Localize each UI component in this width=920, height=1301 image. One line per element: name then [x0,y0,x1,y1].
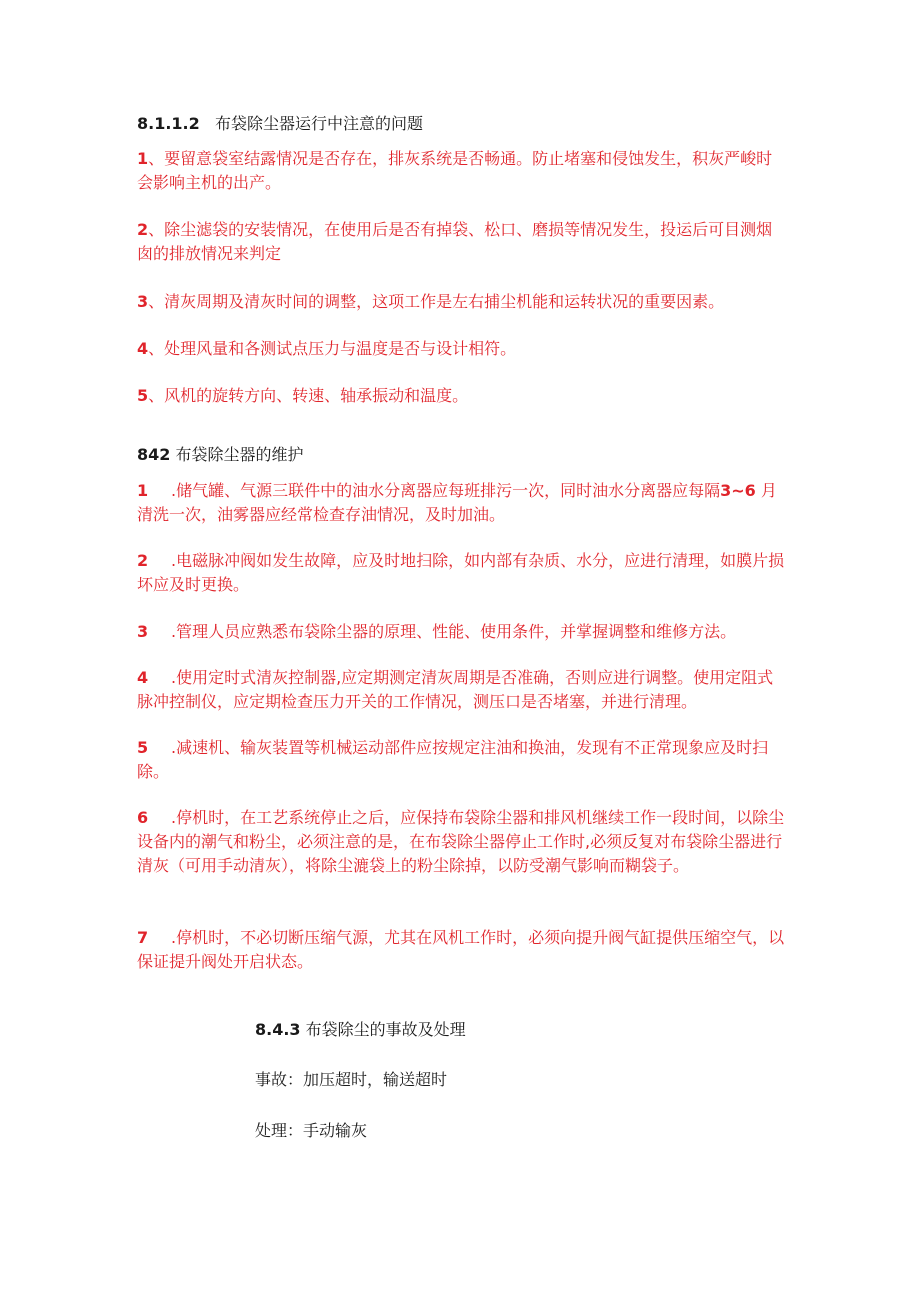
section-1-title: 布袋除尘器运行中注意的问题 [215,114,424,133]
section-1-heading [137,112,787,136]
section-2-item-6: 6 .停机时，在工艺系统停止之后，应保持布袋除尘器和排风机继续工作一段时间，以除尘设备内的潮气和粉尘，必须注意的是，在布袋除尘器停止工作时,必须反复对布袋除尘器进行清灰（可用手动清灰），将除尘漉袋上的粉尘除掉，以防受潮气影响而糊袋子。 [137,808,785,875]
section-2-item-7: 7 .停机时，不必切断压缩气源，尤其在风机工作时，必须向提升阀气缸提供压缩空气，以保证提升阀处开启状态。 [137,928,785,971]
handling-line: 处理：手动输灰 [255,1121,368,1140]
section-2-item-1: 1 .储气罐、气源三联件中的油水分离器应每班排污一次，同时油水分离器应每隔3~6 月清洗一次，油雾器应经常检查存油情况，及时加油。 [137,481,777,524]
section-2-number: 842 [137,445,171,464]
section-2-heading [137,443,787,467]
section-2-item-3: 3 .管理人员应熟悉布袋除尘器的原理、性能、使用条件，并掌握调整和维修方法。 [137,622,737,641]
section-2-title: 布袋除尘器的维护 [175,445,304,464]
section-1-item-4: 4、处理风量和各测试点压力与温度是否与设计相符。 [137,339,517,358]
section-1-item-3: 3、清灰周期及清灰时间的调整，这项工作是左右捕尘机能和运转状况的重要因素。 [137,292,725,311]
section-3-title: 布袋除尘的事故及处理 [305,1020,466,1039]
section-2-item-5: 5 .减速机、输灰装置等机械运动部件应按规定注油和换油，发现有不正常现象应及时扫除。 [137,738,769,781]
section-1-item-2: 2、除尘滤袋的安装情况，在使用后是否有掉袋、松口、磨损等情况发生，投运后可目测烟囱的排放情况来判定 [137,220,773,263]
section-3-heading [255,1018,905,1042]
accident-line: 事故：加压超时，输送超时 [255,1070,448,1089]
section-2-item-4: 4 .使用定时式清灰控制器,应定期测定清灰周期是否准确，否则应进行调整。使用定阻式脉冲控制仪，应定期检查压力开关的工作情况，测压口是否堵塞，并进行清理。 [137,668,774,711]
section-1-item-1: 1、要留意袋室结露情况是否存在，排灰系统是否畅通。防止堵塞和侵蚀发生，积灰严峻时会影响主机的出产。 [137,149,773,192]
section-1-number: 8.1.1.2 [137,114,200,133]
section-3-number: 8.4.3 [255,1020,301,1039]
section-1-item-5: 5、风机的旋转方向、转速、轴承振动和温度。 [137,386,469,405]
section-2-item-2: 2 .电磁脉冲阀如发生故障，应及时地扫除，如内部有杂质、水分，应进行清理，如膜片损坏应及时更换。 [137,551,785,594]
